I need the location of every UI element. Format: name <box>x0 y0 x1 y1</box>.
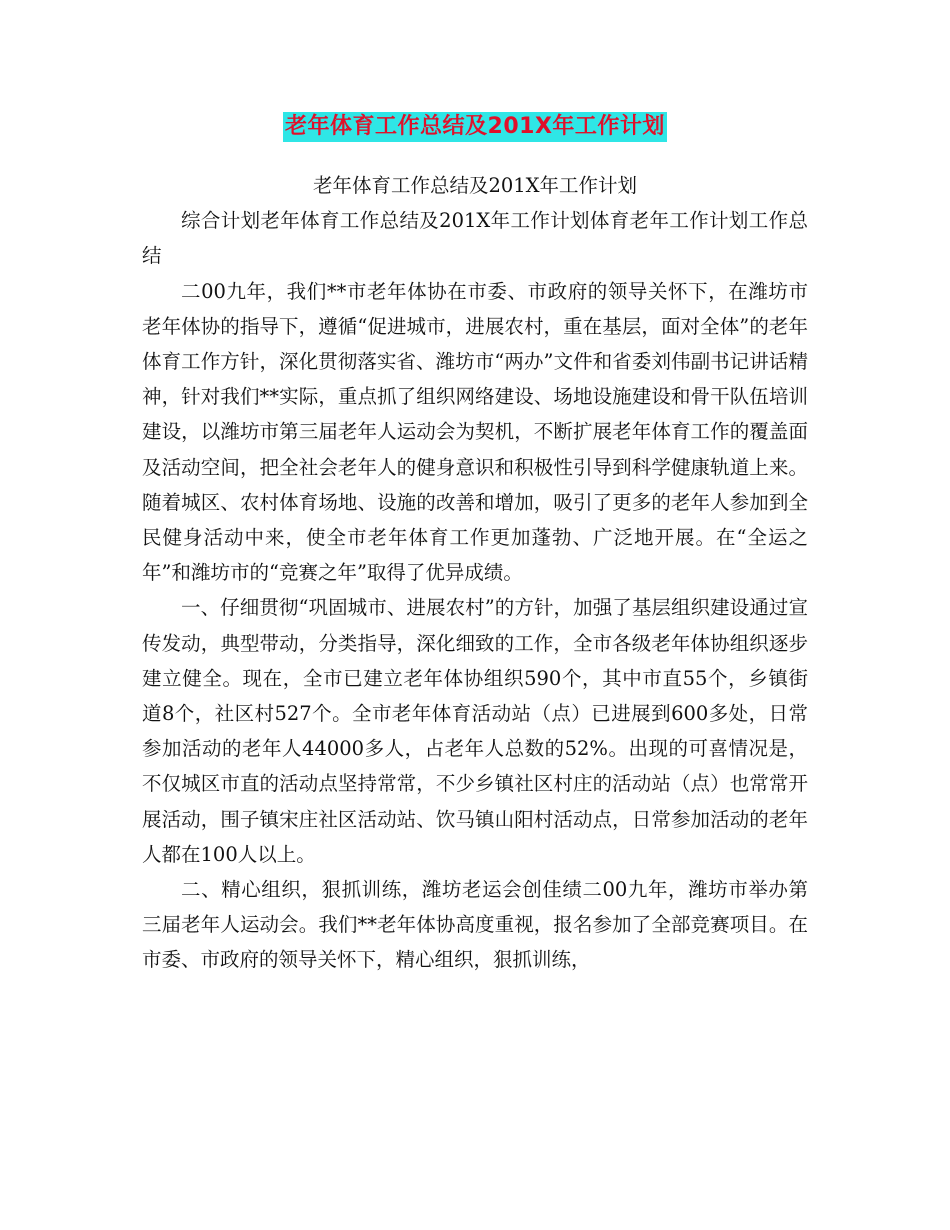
paragraph: 二00九年，我们**市老年体协在市委、市政府的领导关怀下，在潍坊市老年体协的指导下，遵循“促进城市，进展农村，重在基层，面对全体”的老年体育工作方针，深化贯彻落实省、潍坊市“两办”文件和省委刘伟副书记讲话精神，针对我们**实际，重点抓了组织网络建设、场地设施建设和骨干队伍培训建设，以潍坊市第三届老年人运动会为契机，不断扩展老年体育工作的覆盖面及活动空间，把全社会老年人的健身意识和积极性引导到科学健康轨道上来。随着城区、农村体育场地、设施的改善和增加，吸引了更多的老年人参加到全民健身活动中来，使全市老年体育工作更加蓬勃、广泛地开展。在“全运之年”和潍坊市的“竞赛之年”取得了优异成绩。 <box>142 279 808 585</box>
paragraph: 一、仔细贯彻“巩固城市、进展农村”的方针，加强了基层组织建设通过宣传发动，典型带动，分类指导，深化细致的工作，全市各级老年体协组织逐步建立健全。现在，全市已建立老年体协组织590个，其中市直55个，乡镇街道8个，社区村527个。全市老年体育活动站（点）已进展到600多处，日常参加活动的老年人44000多人，占老年人总数的52%。出现的可喜情况是，不仅城区市直的活动点坚持常常，不少乡镇社区村庄的活动站（点）也常常开展活动，围子镇宋庄社区活动站、饮马镇山阳村活动点，日常参加活动的老年人都在100人以上。 <box>142 596 808 866</box>
paragraph: 综合计划老年体育工作总结及201X年工作计划体育老年工作计划工作总结 <box>142 209 808 268</box>
paragraph: 二、精心组织，狠抓训练，潍坊老运会创佳绩二00九年，潍坊市举办第三届老年人运动会。我们**老年体协高度重视，报名参加了全部竞赛项目。在市委、市政府的领导关怀下，精心组织，狠抓训练， <box>142 878 808 972</box>
title-container <box>0 112 950 142</box>
document-title: 老年体育工作总结及201X年工作计划 <box>283 112 667 142</box>
document-body <box>142 168 808 978</box>
document-subtitle: 老年体育工作总结及201X年工作计划 <box>312 174 638 197</box>
